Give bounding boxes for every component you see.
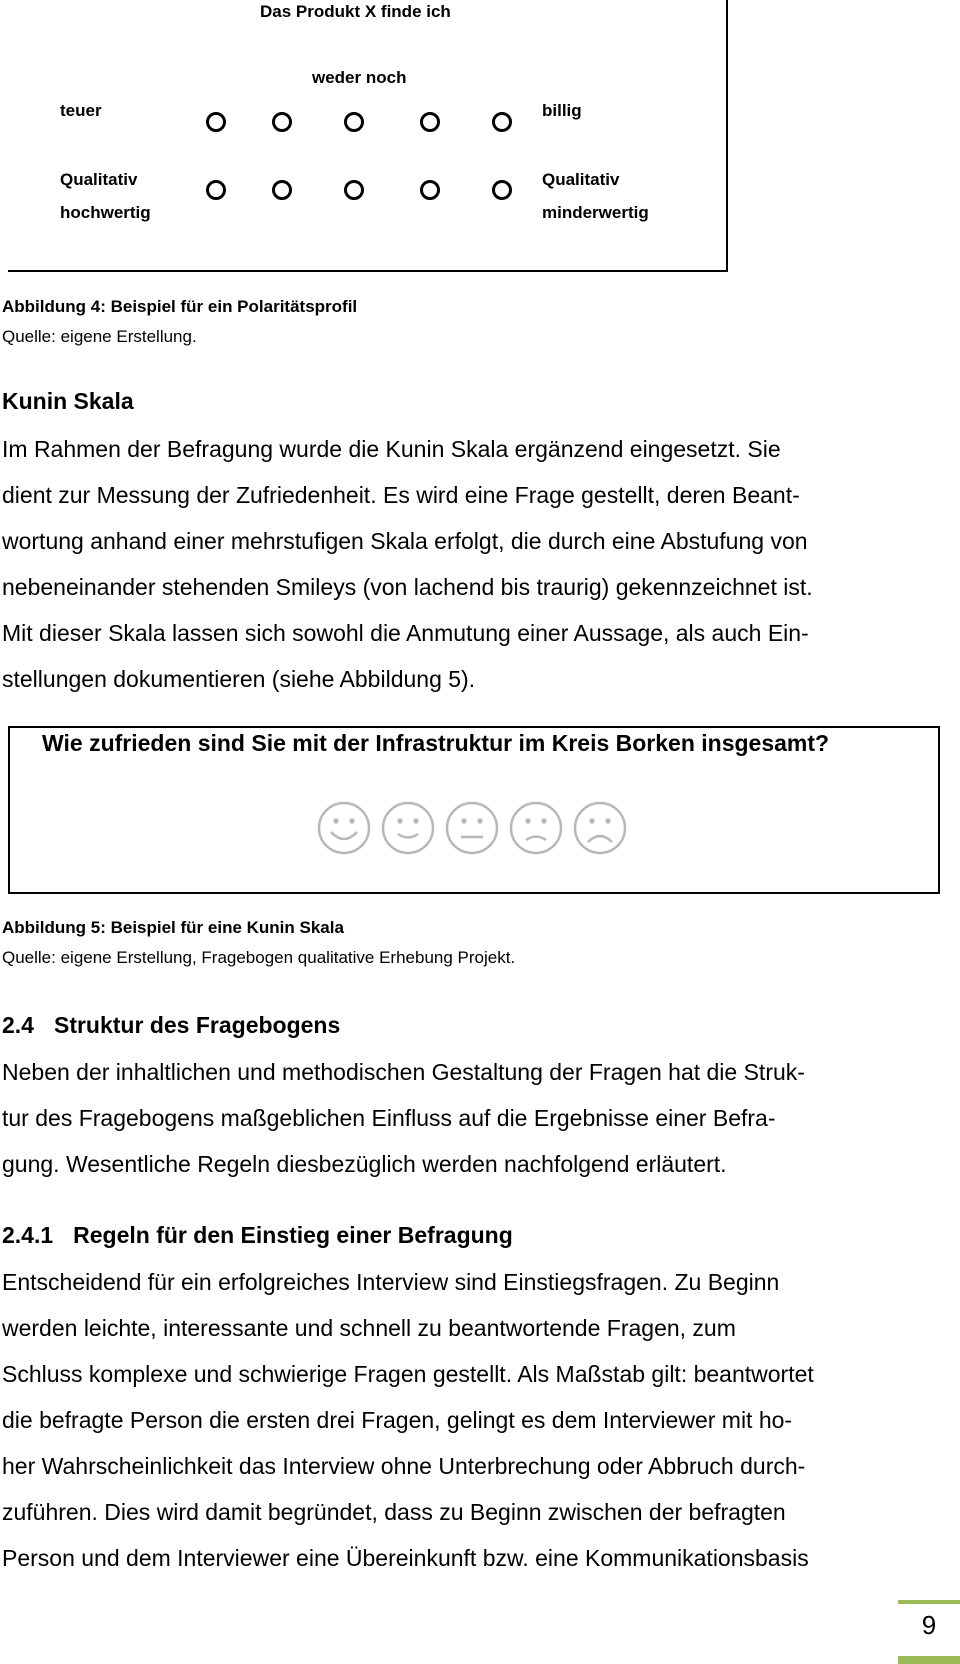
figure4-caption-title: Abbildung 4: Beispiel für ein Polaritätsprofil <box>2 297 358 316</box>
section-2-4-1-heading <box>2 1222 513 1249</box>
accent-bar-bottom <box>898 1656 960 1664</box>
radio-option[interactable] <box>206 180 226 200</box>
figure4-title: Das Produkt X finde ich <box>260 2 451 21</box>
radio-option[interactable] <box>492 180 512 200</box>
text-line: Schluss komplexe und schwierige Fragen gestellt. Als Maßstab gilt: beantwortet <box>2 1361 814 1387</box>
frown-icon[interactable] <box>508 800 564 856</box>
section-2-4-paragraph <box>2 1049 948 1187</box>
neutral-face-icon[interactable] <box>444 800 500 856</box>
right-label-billig: billig <box>542 101 582 120</box>
left-label-teuer: teuer <box>60 101 102 120</box>
text-line: Person und dem Interviewer eine Übereinkunft bzw. eine Kommunikationsbasis <box>2 1545 809 1571</box>
text-line: Mit dieser Skala lassen sich sowohl die Anmutung einer Aussage, als auch Ein- <box>2 620 809 646</box>
right-label-line1: Qualitativ <box>542 170 620 189</box>
section-title: Regeln für den Einstieg einer Befragung <box>73 1222 513 1248</box>
text-line: stellungen dokumentieren (siehe Abbildung 5). <box>2 666 476 692</box>
figure5-question: Wie zufrieden sind Sie mit der Infrastruktur im Kreis Borken insgesamt? <box>42 730 830 756</box>
frown-big-icon[interactable] <box>572 800 628 856</box>
text-line: her Wahrscheinlichkeit das Interview ohne Unterbrechung oder Abbruch durch- <box>2 1453 806 1479</box>
figure5-caption-source: Quelle: eigene Erstellung, Fragebogen qualitative Erhebung Projekt. <box>2 948 516 967</box>
smile-big-icon[interactable] <box>316 800 372 856</box>
right-label-line2: minderwertig <box>542 203 649 222</box>
kunin-scale-figure <box>8 726 940 894</box>
section-title: Struktur des Fragebogens <box>53 1012 341 1038</box>
left-label-line1: Qualitativ <box>60 170 138 189</box>
text-line: gung. Wesentliche Regeln diesbezüglich werden nachfolgend erläutert. <box>2 1151 727 1177</box>
radio-option[interactable] <box>344 180 364 200</box>
section-number: 2.4 <box>2 1012 34 1038</box>
text-line: Neben der inhaltlichen und methodischen Gestaltung der Fragen hat die Struk- <box>2 1059 805 1085</box>
text-line: Im Rahmen der Befragung wurde die Kunin Skala ergänzend eingesetzt. Sie <box>2 436 781 462</box>
polarity-profile-figure <box>8 0 728 272</box>
kunin-paragraph <box>2 426 948 702</box>
radio-option[interactable] <box>420 180 440 200</box>
left-label-qualitativ-hochwertig <box>60 163 151 229</box>
kunin-heading: Kunin Skala <box>2 388 134 414</box>
radio-option[interactable] <box>272 112 292 132</box>
radio-option[interactable] <box>492 112 512 132</box>
radio-option[interactable] <box>272 180 292 200</box>
page-number: 9 <box>921 1610 937 1640</box>
radio-option[interactable] <box>206 112 226 132</box>
figure4-neutral-label: weder noch <box>312 68 407 87</box>
section-number: 2.4.1 <box>2 1222 54 1248</box>
smile-icon[interactable] <box>380 800 436 856</box>
text-line: zuführen. Dies wird damit begründet, dass zu Beginn zwischen der befragten <box>2 1499 786 1525</box>
text-line: werden leichte, interessante und schnell zu beantwortende Fragen, zum <box>2 1315 736 1341</box>
section-2-4-1-paragraph <box>2 1259 948 1581</box>
figure5-caption-title: Abbildung 5: Beispiel für eine Kunin Skala <box>2 918 344 937</box>
text-line: dient zur Messung der Zufriedenheit. Es wird eine Frage gestellt, deren Beant- <box>2 482 800 508</box>
text-line: tur des Fragebogens maßgeblichen Einfluss auf die Ergebnisse einer Befra- <box>2 1105 776 1131</box>
page-number-box <box>898 1600 960 1664</box>
text-line: nebeneinander stehenden Smileys (von lachend bis traurig) gekennzeichnet ist. <box>2 574 813 600</box>
text-line: Entscheidend für ein erfolgreiches Interview sind Einstiegsfragen. Zu Beginn <box>2 1269 780 1295</box>
radio-option[interactable] <box>344 112 364 132</box>
right-label-qualitativ-minderwertig <box>542 163 649 229</box>
accent-bar-top <box>898 1600 960 1604</box>
text-line: wortung anhand einer mehrstufigen Skala erfolgt, die durch eine Abstufung von <box>2 528 808 554</box>
section-2-4-heading <box>2 1012 340 1039</box>
text-line: die befragte Person die ersten drei Fragen, gelingt es dem Interviewer mit ho- <box>2 1407 793 1433</box>
left-label-line2: hochwertig <box>60 203 151 222</box>
figure4-caption-source: Quelle: eigene Erstellung. <box>2 327 197 346</box>
radio-option[interactable] <box>420 112 440 132</box>
